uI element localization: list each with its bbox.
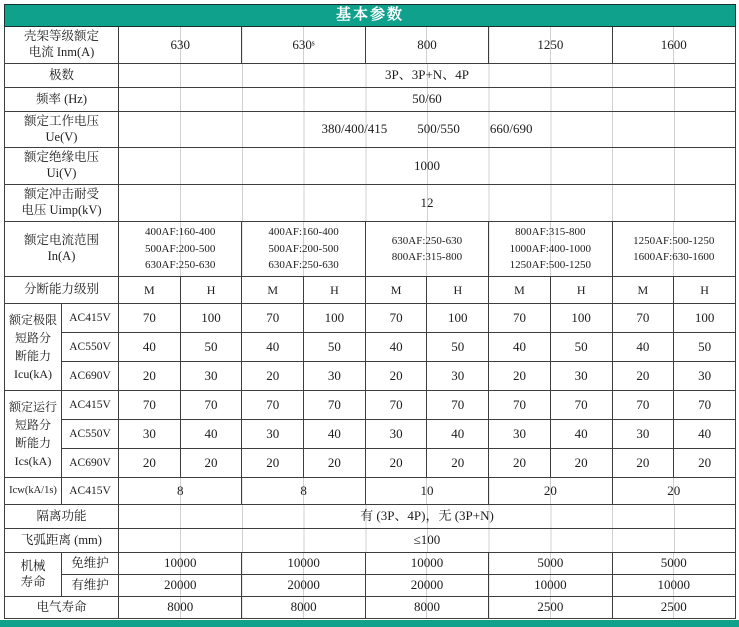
frequency-row <box>5 88 736 112</box>
poles-label: 极数 <box>5 64 119 88</box>
icw-label: Icw(kA/1s) <box>5 478 62 505</box>
icu-row-550 <box>5 333 736 362</box>
af-line: 1000AF:400-1000 <box>509 242 591 255</box>
class-cell: H <box>427 277 489 304</box>
current-range-row <box>5 222 736 277</box>
class-cell: H <box>674 277 736 304</box>
class-cell: M <box>242 277 304 304</box>
label-line: Ui(V) <box>46 166 77 180</box>
ics-value: 40 <box>550 420 612 449</box>
arc-distance-row <box>5 529 736 553</box>
mech-life-row-2 <box>5 575 736 597</box>
voltage-group: 380/400/415 <box>321 121 388 137</box>
icu-value: 30 <box>427 362 489 391</box>
ics-value: 20 <box>489 449 551 478</box>
icu-value: 20 <box>119 362 181 391</box>
class-cell: M <box>119 277 181 304</box>
label-line: Ue(V) <box>45 129 78 144</box>
ics-value: 70 <box>550 391 612 420</box>
ics-value: 30 <box>489 420 551 449</box>
icu-value: 100 <box>427 304 489 333</box>
af-line: 500AF:200-500 <box>145 242 216 255</box>
ics-value: 70 <box>674 391 736 420</box>
breaking-class-row <box>5 277 736 304</box>
current-range-cell <box>242 222 365 277</box>
icw-value: 8 <box>242 478 365 505</box>
ics-value: 20 <box>674 449 736 478</box>
label-line: 额定绝缘电压 <box>23 150 99 165</box>
poles-value: 3P、3P+N、4P <box>119 64 736 88</box>
label-line: 断能力 <box>14 436 51 450</box>
frame-current-value: 1250 <box>489 27 612 64</box>
ics-value: 70 <box>180 391 242 420</box>
icu-value: 70 <box>612 304 674 333</box>
mech-life-value: 5000 <box>612 553 735 575</box>
voltage-group: 500/550 <box>417 121 460 137</box>
frame-current-value: 630 <box>119 27 242 64</box>
ics-value: 30 <box>242 420 304 449</box>
label-line: 额定工作电压 <box>23 113 99 128</box>
ics-value: 70 <box>365 391 427 420</box>
icw-value: 10 <box>365 478 488 505</box>
title-row <box>5 5 736 27</box>
mech-life-label <box>5 553 62 597</box>
current-range-cell <box>612 222 735 277</box>
current-range-cell <box>119 222 242 277</box>
ics-value: 20 <box>304 449 366 478</box>
ics-value: 40 <box>427 420 489 449</box>
icu-value: 100 <box>180 304 242 333</box>
arc-distance-label: 飞弧距离 (mm) <box>5 529 119 553</box>
ics-value: 70 <box>612 391 674 420</box>
class-cell: H <box>550 277 612 304</box>
frame-current-value: 1600 <box>612 27 735 64</box>
label-line: 额定冲击耐受 <box>23 187 99 202</box>
frame-current-value: 630ˢ <box>242 27 365 64</box>
af-line: 1600AF:630-1600 <box>633 251 715 263</box>
af-line: 800AF:315-800 <box>391 251 463 263</box>
icu-value: 30 <box>674 362 736 391</box>
icu-value: 20 <box>489 362 551 391</box>
ics-value: 70 <box>489 391 551 420</box>
ics-value: 30 <box>365 420 427 449</box>
ics-value: 70 <box>119 391 181 420</box>
label-line: 额定运行 <box>8 400 57 414</box>
ics-value: 20 <box>242 449 304 478</box>
icu-value: 70 <box>242 304 304 333</box>
ics-label <box>5 391 62 478</box>
icu-value: 100 <box>674 304 736 333</box>
ics-value: 20 <box>365 449 427 478</box>
icu-value: 50 <box>427 333 489 362</box>
icu-value: 40 <box>365 333 427 362</box>
icu-value: 30 <box>550 362 612 391</box>
mech-life-type: 免维护 <box>62 553 119 575</box>
table-title: 基本参数 <box>5 5 736 27</box>
mech-life-value: 20000 <box>119 575 242 597</box>
label-line: 壳架等级额定 <box>23 29 99 44</box>
voltage-group: 660/690 <box>489 121 533 137</box>
ics-value: 70 <box>242 391 304 420</box>
class-cell: H <box>180 277 242 304</box>
voltage-label: AC550V <box>62 420 119 449</box>
label-line: 断能力 <box>14 349 51 363</box>
class-cell: M <box>365 277 427 304</box>
elec-life-value: 8000 <box>242 597 365 619</box>
icu-value: 50 <box>304 333 366 362</box>
icu-value: 70 <box>489 304 551 333</box>
label-line: Ics(kA) <box>14 454 52 468</box>
ics-row-415 <box>5 391 736 420</box>
icu-value: 50 <box>550 333 612 362</box>
icu-value: 70 <box>119 304 181 333</box>
icu-value: 40 <box>242 333 304 362</box>
class-cell: H <box>304 277 366 304</box>
working-voltage-label <box>5 112 119 148</box>
label-line: 机械 <box>20 558 46 573</box>
icu-row-690 <box>5 362 736 391</box>
isolation-label: 隔离功能 <box>5 505 119 529</box>
ics-row-690 <box>5 449 736 478</box>
af-line: 1250AF:500-1250 <box>633 234 715 247</box>
insulation-voltage-row <box>5 148 736 185</box>
elec-life-label: 电气寿命 <box>5 597 119 619</box>
elec-life-row <box>5 597 736 619</box>
ics-value: 30 <box>119 420 181 449</box>
current-range-cell <box>365 222 488 277</box>
ics-value: 40 <box>674 420 736 449</box>
icw-value: 20 <box>489 478 612 505</box>
mech-life-row-1 <box>5 553 736 575</box>
working-voltage-value <box>119 112 736 148</box>
voltage-label: AC690V <box>62 449 119 478</box>
mech-life-value: 10000 <box>119 553 242 575</box>
af-line: 400AF:160-400 <box>268 226 339 239</box>
mech-life-value: 10000 <box>612 575 735 597</box>
impulse-voltage-label <box>5 185 119 222</box>
ics-value: 70 <box>427 391 489 420</box>
label-line: Icu(kA) <box>14 367 52 381</box>
ics-value: 30 <box>612 420 674 449</box>
voltage-label: AC415V <box>62 478 119 505</box>
label-line: 电压 Uimp(kV) <box>21 203 102 217</box>
insulation-voltage-value: 1000 <box>119 148 736 185</box>
af-line: 800AF:315-800 <box>515 226 586 239</box>
label-line: 额定电流范围 <box>23 233 99 248</box>
working-voltage-row <box>5 112 736 148</box>
af-line: 630AF:250-630 <box>145 259 216 272</box>
label-line: In(A) <box>47 249 76 263</box>
elec-life-value: 8000 <box>365 597 488 619</box>
voltage-groups <box>121 121 733 137</box>
voltage-label: AC690V <box>62 362 119 391</box>
impulse-voltage-row <box>5 185 736 222</box>
icu-value: 100 <box>550 304 612 333</box>
frequency-label: 频率 (Hz) <box>5 88 119 112</box>
icu-value: 70 <box>365 304 427 333</box>
icu-label <box>5 304 62 391</box>
frequency-value: 50/60 <box>119 88 736 112</box>
ics-value: 20 <box>119 449 181 478</box>
label-line: 电流 Inm(A) <box>28 45 95 59</box>
poles-row <box>5 64 736 88</box>
af-line: 630AF:250-630 <box>268 259 339 272</box>
icu-value: 40 <box>489 333 551 362</box>
ics-value: 40 <box>304 420 366 449</box>
breaking-class-label: 分断能力级别 <box>5 277 119 304</box>
icu-value: 20 <box>612 362 674 391</box>
ics-value: 20 <box>550 449 612 478</box>
ics-value: 40 <box>180 420 242 449</box>
af-line: 500AF:200-500 <box>268 242 339 255</box>
icu-value: 30 <box>304 362 366 391</box>
mech-life-value: 10000 <box>489 575 612 597</box>
elec-life-value: 2500 <box>612 597 735 619</box>
af-line: 1250AF:500-1250 <box>509 259 591 272</box>
icu-value: 40 <box>119 333 181 362</box>
mech-life-value: 10000 <box>365 553 488 575</box>
ics-row-550 <box>5 420 736 449</box>
icu-value: 100 <box>304 304 366 333</box>
label-line: 短路分 <box>14 331 51 345</box>
class-cell: M <box>612 277 674 304</box>
ics-value: 70 <box>304 391 366 420</box>
current-range-label <box>5 222 119 277</box>
icw-value: 20 <box>612 478 735 505</box>
arc-distance-value: ≤100 <box>119 529 736 553</box>
current-range-cell <box>489 222 612 277</box>
frame-current-label <box>5 27 119 64</box>
icu-value: 50 <box>674 333 736 362</box>
icu-value: 20 <box>365 362 427 391</box>
ics-value: 20 <box>427 449 489 478</box>
isolation-value: 有 (3P、4P)，无 (3P+N) <box>119 505 736 529</box>
icu-value: 40 <box>612 333 674 362</box>
ics-value: 20 <box>180 449 242 478</box>
basic-params-table <box>4 4 736 619</box>
insulation-voltage-label <box>5 148 119 185</box>
mech-life-value: 10000 <box>242 553 365 575</box>
mech-life-value: 20000 <box>365 575 488 597</box>
voltage-label: AC550V <box>62 333 119 362</box>
bottom-accent-bar <box>0 620 739 627</box>
icu-row-415 <box>5 304 736 333</box>
mech-life-type: 有维护 <box>62 575 119 597</box>
impulse-voltage-value: 12 <box>119 185 736 222</box>
mech-life-value: 20000 <box>242 575 365 597</box>
mech-life-value: 5000 <box>489 553 612 575</box>
elec-life-value: 2500 <box>489 597 612 619</box>
voltage-label: AC415V <box>62 304 119 333</box>
af-line: 630AF:250-630 <box>391 234 463 247</box>
isolation-row <box>5 505 736 529</box>
frame-current-value: 800 <box>365 27 488 64</box>
icu-value: 30 <box>180 362 242 391</box>
af-line: 400AF:160-400 <box>145 226 216 239</box>
icw-value: 8 <box>119 478 242 505</box>
icu-value: 20 <box>242 362 304 391</box>
label-line: 额定极限 <box>8 313 57 327</box>
label-line: 短路分 <box>14 418 51 432</box>
icw-row <box>5 478 736 505</box>
ics-value: 20 <box>612 449 674 478</box>
label-line: 寿命 <box>20 574 46 589</box>
icu-value: 50 <box>180 333 242 362</box>
elec-life-value: 8000 <box>119 597 242 619</box>
class-cell: M <box>489 277 551 304</box>
voltage-label: AC415V <box>62 391 119 420</box>
frame-current-row <box>5 27 736 64</box>
